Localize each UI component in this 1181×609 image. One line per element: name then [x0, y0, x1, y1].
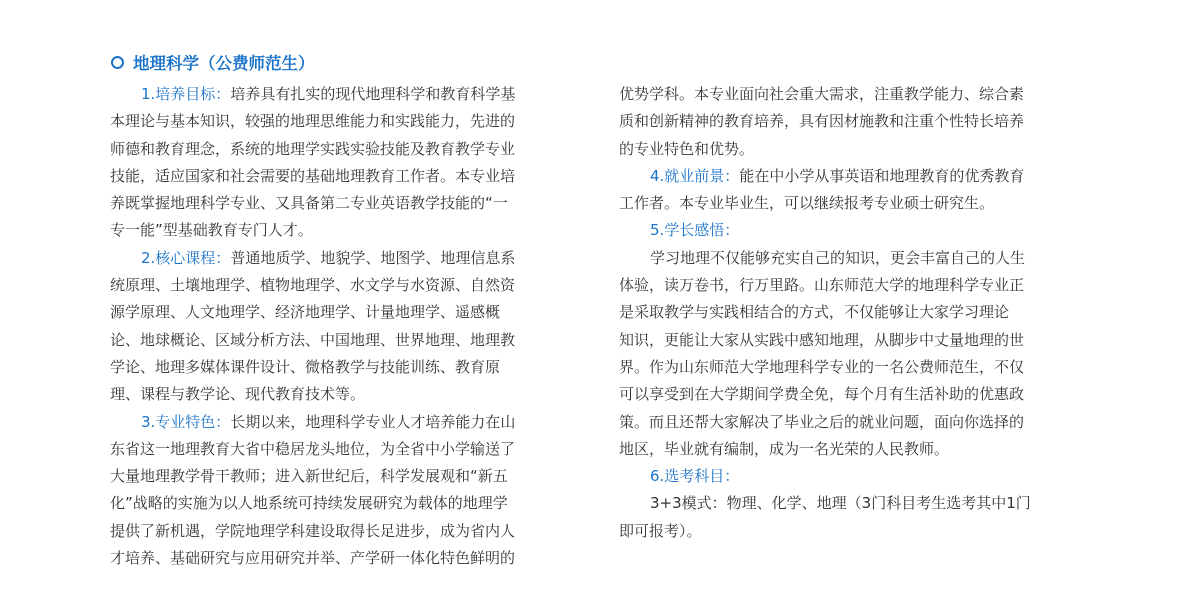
line-text: 知识，更能让大家从实践中感知地理，从脚步中丈量地理的世: [619, 330, 1025, 349]
line-text: 即可报考）。: [619, 521, 702, 540]
text-line: [110, 190, 568, 217]
section-label: 3.专业特色：: [141, 412, 231, 431]
section-label: 2.核心课程：: [141, 248, 231, 267]
line-text: 理、课程与教学论、现代教育技术等。: [110, 385, 366, 404]
line-text: 的专业特色和优势。: [619, 139, 755, 158]
line-text: 学习地理不仅能够充实自己的知识，更会丰富自己的人生: [650, 248, 1026, 267]
text-line: [619, 490, 1079, 517]
text-line: [619, 190, 1079, 217]
line-text: 培养具有扎实的现代地理科学和教育科学基: [230, 85, 516, 103]
section-line: [619, 463, 1079, 490]
text-line: [110, 136, 568, 163]
section-label: 6.选考科目：: [650, 467, 740, 486]
section-line: [619, 217, 1079, 244]
text-line: [110, 163, 568, 190]
line-text: 普通地质学、地貌学、地图学、地理信息系: [230, 248, 516, 267]
text-line: [110, 354, 568, 381]
line-text: 提供了新机遇，学院地理学科建设取得长足进步，成为省内人: [110, 521, 516, 540]
section-label: 5.学长感悟：: [650, 221, 740, 240]
text-line: [619, 108, 1079, 135]
line-text: 地区，毕业就有编制，成为一名光荣的人民教师。: [619, 439, 950, 458]
section-line: [110, 245, 568, 272]
line-text: 东省这一地理教育大省中稳居龙头地位，为全省中小学输送了: [110, 439, 516, 458]
section-label: 1.培养目标：: [141, 85, 231, 103]
text-line: [619, 327, 1079, 354]
line-text: 源学原理、人文地理学、经济地理学、计量地理学、遥感概: [110, 303, 501, 322]
line-text: 本理论与基本知识，较强的地理思维能力和实践能力，先进的: [110, 112, 516, 131]
line-text: 养既掌握地理科学专业、又具备第二专业英语教学技能的“一: [110, 194, 508, 213]
text-line: [619, 81, 1079, 108]
text-line: [110, 381, 568, 408]
line-text: 才培养、基础研究与应用研究并举、产学研一体化特色鲜明的: [110, 549, 516, 568]
line-text: 统原理、土壤地理学、植物地理学、水文学与水资源、自然资: [110, 276, 516, 295]
text-line: [619, 245, 1079, 272]
text-line: [619, 136, 1079, 163]
heading-text: 地理科学（公费师范生）: [133, 54, 315, 73]
text-line: [110, 436, 568, 463]
line-text: 学论、地理多媒体课件设计、微格教学与技能训练、教育原: [110, 357, 501, 376]
line-text: 化”战略的实施为以人地系统可持续发展研究为载体的地理学: [110, 494, 508, 513]
line-text: 长期以来，地理科学专业人才培养能力在山: [230, 412, 516, 431]
line-text: 可以享受到在大学期间学费全免，每个月有生活补助的优惠政: [619, 385, 1025, 404]
text-line: [619, 436, 1079, 463]
text-line: [110, 545, 568, 572]
text-line: [110, 463, 568, 490]
line-text: 技能，适应国家和社会需要的基础地理教育工作者。本专业培: [110, 166, 516, 185]
line-text: 师德和教育理念，系统的地理学实践实验技能及教育教学专业: [110, 139, 516, 158]
section-line: [110, 81, 568, 108]
line-text: 工作者。本专业毕业生，可以继续报考专业硕士研究生。: [619, 194, 995, 213]
line-text: 质和创新精神的教育培养，具有因材施教和注重个性特长培养: [619, 112, 1025, 131]
text-line: [619, 518, 1079, 545]
line-text: 是采取教学与实践相结合的方式，不仅能够让大家学习理论: [619, 303, 1010, 322]
text-line: [619, 409, 1079, 436]
line-text: 3+3模式：物理、化学、地理（3门科目考生选考其中1门: [650, 494, 1031, 513]
text-line: [110, 217, 568, 244]
line-text: 体验，读万卷书，行万里路。山东师范大学的地理科学专业正: [619, 276, 1025, 295]
section-label: 4.就业前景：: [650, 166, 740, 185]
text-line: [110, 299, 568, 326]
text-line: [110, 490, 568, 517]
text-line: [110, 108, 568, 135]
section-heading: [111, 50, 315, 74]
circle-bullet-icon: [111, 56, 124, 69]
line-text: 界。作为山东师范大学地理科学专业的一名公费师范生，不仅: [619, 357, 1025, 376]
text-line: [619, 299, 1079, 326]
line-text: 能在中小学从事英语和地理教育的优秀教育: [739, 166, 1025, 185]
line-text: 大量地理教学骨干教师；进入新世纪后，科学发展观和“新五: [110, 467, 508, 486]
section-line: [110, 409, 568, 436]
text-line: [110, 327, 568, 354]
text-line: [110, 272, 568, 299]
right-column: [619, 81, 1079, 545]
section-line: [619, 163, 1079, 190]
text-line: [619, 381, 1079, 408]
line-text: 优势学科。本专业面向社会重大需求，注重教学能力、综合素: [619, 85, 1025, 103]
text-line: [619, 272, 1079, 299]
text-line: [110, 518, 568, 545]
line-text: 专一能”型基础教育专门人才。: [110, 221, 313, 240]
line-text: 策。而且还帮大家解决了毕业之后的就业问题，面向你选择的: [619, 412, 1025, 431]
left-column: [110, 81, 568, 572]
text-line: [619, 354, 1079, 381]
line-text: 论、地球概论、区域分析方法、中国地理、世界地理、地理教: [110, 330, 516, 349]
